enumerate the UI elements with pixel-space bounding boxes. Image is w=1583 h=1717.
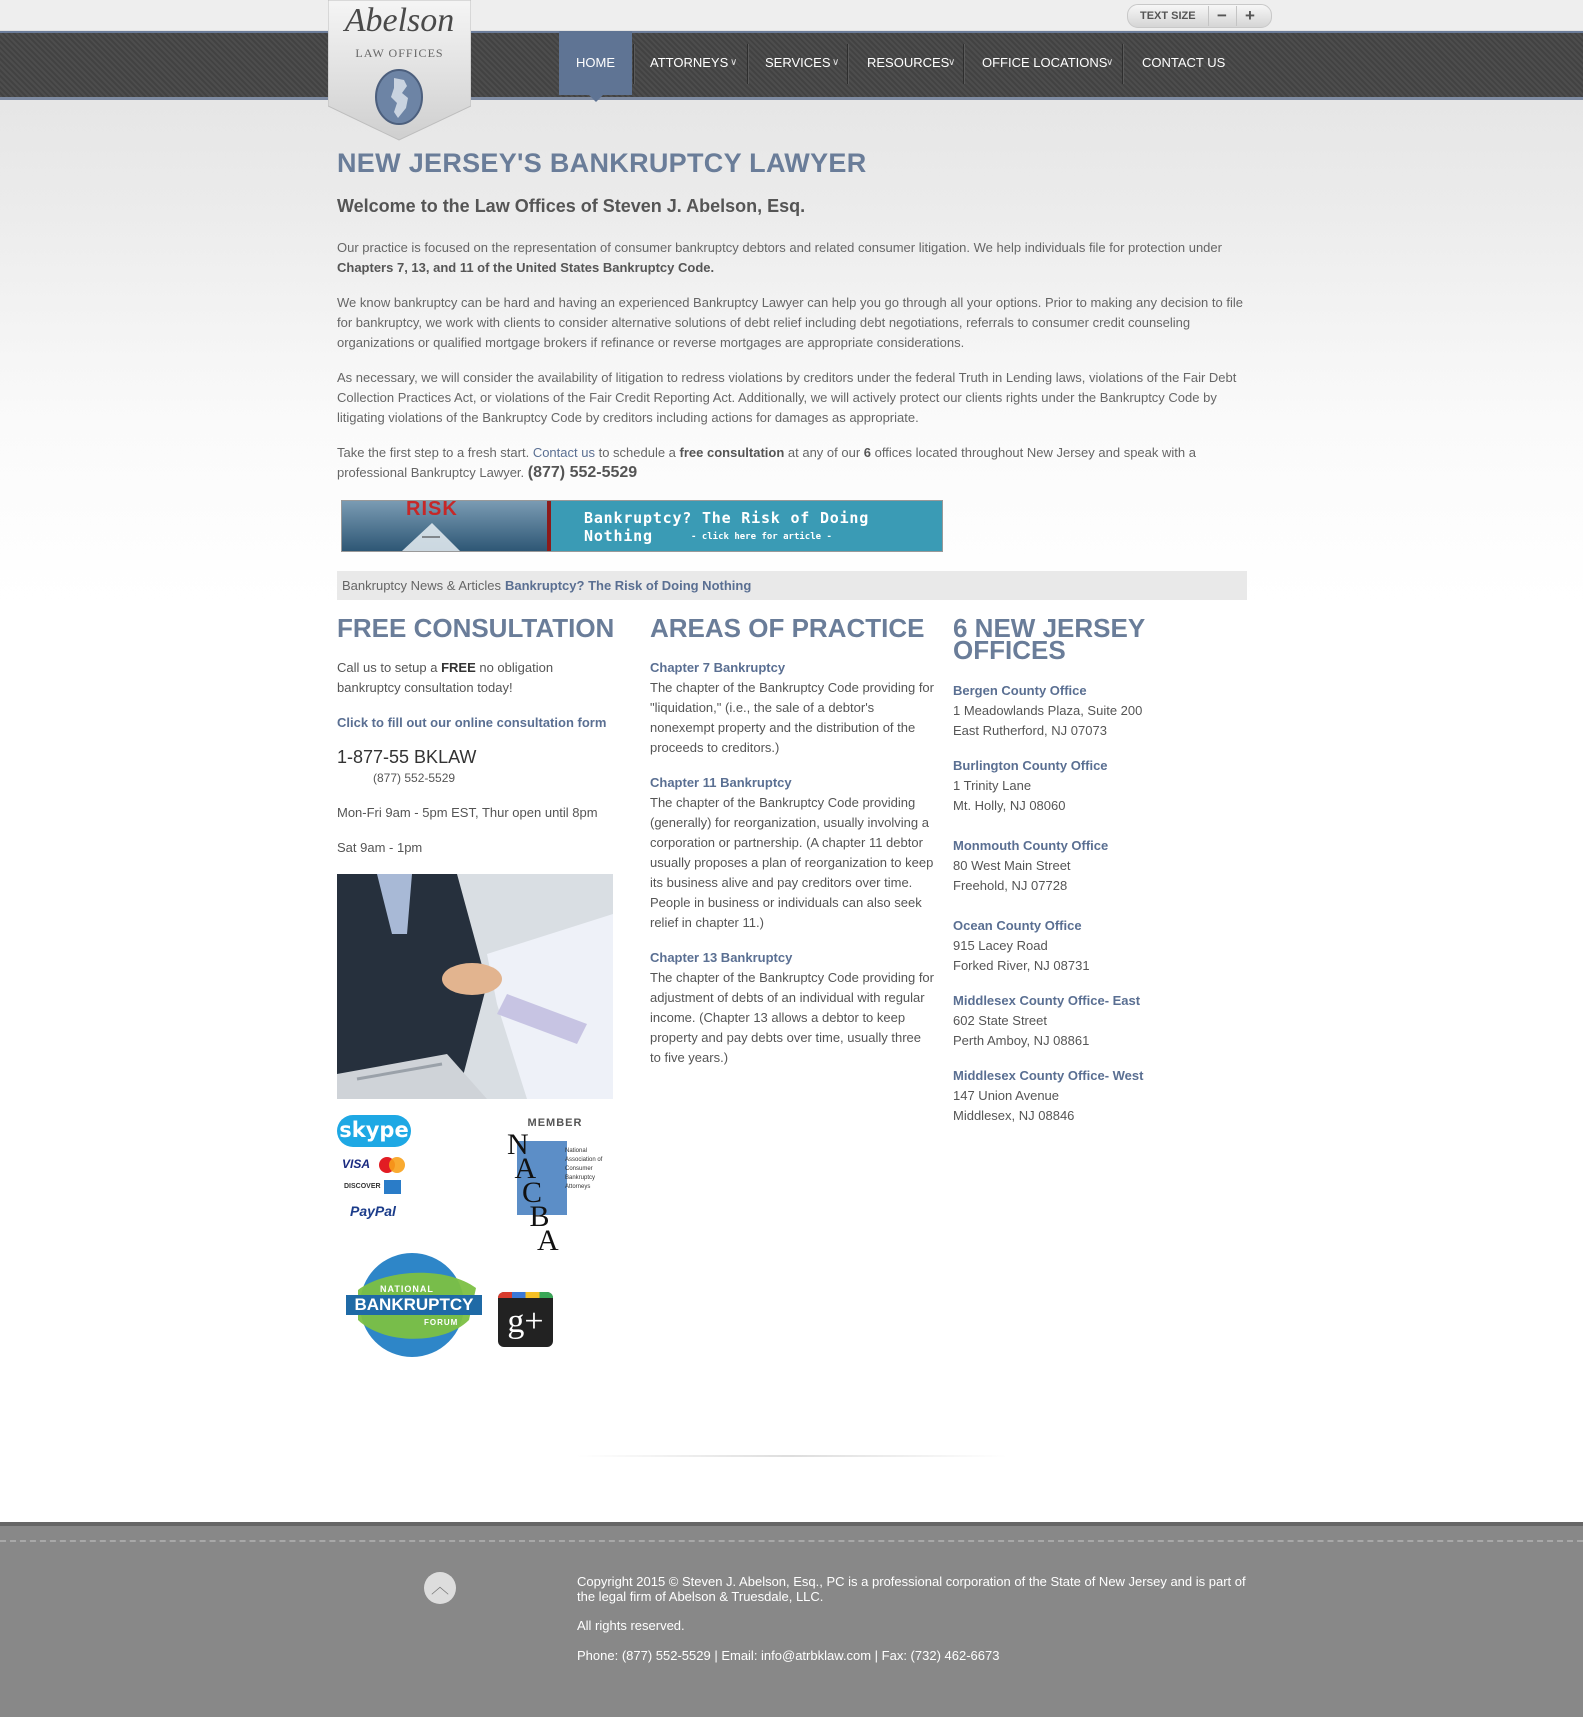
logo-name: Abelson (344, 2, 455, 39)
nav-attorneys[interactable] (650, 31, 742, 95)
practice-item (650, 658, 935, 758)
consultation-form-link[interactable]: Click to fill out our online consultation form (337, 715, 607, 730)
nav-office-locations-label: OFFICE LOCATIONS (982, 55, 1108, 70)
nav-contact-us[interactable] (1142, 31, 1232, 95)
mastercard-icon (377, 1156, 407, 1174)
paypal-logo: PayPal (350, 1203, 396, 1219)
footer-stitch-divider (0, 1540, 1583, 1542)
chevron-up-icon: ︿ (431, 1577, 449, 1597)
office-address-line-1: 1 Trinity Lane (953, 778, 1032, 793)
practice-heading: AREAS OF PRACTICE (650, 613, 925, 643)
offices-heading (953, 613, 1146, 665)
contact-us-link[interactable]: Contact us (532, 445, 595, 460)
google-plus-icon: g+ (507, 1303, 544, 1340)
chevron-down-icon: ∨ (1106, 57, 1114, 68)
handshake-image-icon (337, 874, 613, 1099)
chevron-down-icon: ∨ (832, 57, 840, 68)
consultation-text-a: Call us to setup a (337, 660, 442, 675)
office-name-link[interactable]: Ocean County Office (953, 918, 1082, 933)
news-article-link[interactable]: Bankruptcy? The Risk of Doing Nothing (505, 578, 752, 593)
practice-item (650, 948, 935, 1068)
intro-paragraph-1 (337, 238, 1249, 278)
vanity-phone: 1-877-55 BKLAW (337, 747, 477, 767)
news-ticker (337, 571, 1247, 600)
amex-icon (384, 1180, 401, 1194)
payment-badges (337, 1115, 467, 1225)
office-name-link[interactable]: Bergen County Office (953, 683, 1087, 698)
intro-p4-text-a: Take the first step to a fresh start. (337, 445, 533, 460)
office-item (953, 836, 1108, 896)
banner-risk-text: RISK (406, 500, 458, 520)
back-to-top-button[interactable] (424, 1572, 456, 1604)
nav-attorneys-label: ATTORNEYS (650, 55, 729, 70)
footer-contact: Phone: (877) 552-5529 | Email: info@atrbklaw.com | Fax: (732) 462-6673 (577, 1648, 1000, 1663)
practice-item (650, 773, 935, 933)
consultation-free: FREE (441, 660, 476, 675)
nav-separator (747, 44, 749, 84)
intro-p4-text-c: at any of our (784, 445, 864, 460)
office-hours-weekday: Mon-Fri 9am - 5pm EST, Thur open until 8pm (337, 805, 598, 820)
nav-home-label: HOME (576, 55, 615, 70)
nav-separator (963, 44, 965, 84)
nav-resources-label: RESOURCES (867, 55, 950, 70)
offices-heading-line-1: 6 NEW JERSEY (953, 613, 1146, 643)
page-subtitle: Welcome to the Law Offices of Steven J. Abelson, Esq. (337, 196, 806, 216)
intro-p4-bold: free consultation (679, 445, 785, 460)
nacba-badge (505, 1115, 605, 1257)
text-size-control (1127, 4, 1272, 28)
active-nav-indicator (589, 95, 603, 102)
discover-logo: DISCOVER (344, 1183, 381, 1190)
nav-office-locations[interactable] (982, 31, 1112, 95)
banner-title: Bankruptcy? The Risk of Doing Nothing (584, 509, 870, 545)
footer-rights: All rights reserved. (577, 1618, 685, 1633)
top-strip (0, 0, 1583, 30)
nav-home[interactable] (559, 31, 632, 95)
intro-paragraph-2: We know bankruptcy can be hard and having an experienced Bankruptcy Lawyer can help you go through all your options. Prior to making any decision to file for bankruptcy, we work with clients to consider alternative solutions of debt relief including debt negotiations, referrals to consumer credit counseling organizations or qualified mortgage brokers if refinance or reverse mortgages are appropriate considerations. (337, 295, 1243, 350)
logo-subtitle: LAW OFFICES (355, 46, 444, 60)
intro-p4-text-d: offices located throughout New Jersey and speak with a professional Bankruptcy Lawyer. (337, 445, 1196, 480)
text-size-label: TEXT SIZE (1140, 10, 1196, 22)
intro-p1-bold: Chapters 7, 13, and 11 of the United States Bankruptcy Code. (337, 260, 715, 275)
nav-services[interactable] (765, 31, 845, 95)
nav-resources[interactable] (867, 31, 959, 95)
office-address-line-1: 80 West Main Street (953, 858, 1071, 873)
consultation-heading: FREE CONSULTATION (337, 613, 615, 643)
banner-subtitle: - click here for article - (691, 532, 832, 542)
intro-p4-text-b: to schedule a (594, 445, 680, 460)
nacba-name: National Association of Consumer Bankruptcy Attorneys (565, 1148, 603, 1190)
office-item (953, 681, 1142, 741)
content-divider (577, 1455, 1007, 1457)
office-item (953, 756, 1108, 816)
office-name-link[interactable]: Middlesex County Office- East (953, 993, 1141, 1008)
office-address-line-1: 915 Lacey Road (953, 938, 1048, 953)
chapter-7-description: The chapter of the Bankruptcy Code providing for "liquidation," (i.e., the sale of a debtor's nonexempt property and the distribution of the proceeds to creditors.) (650, 680, 934, 755)
offices-heading-line-2: OFFICES (953, 635, 1066, 665)
chevron-down-icon: ∨ (730, 57, 738, 68)
office-item (953, 1066, 1143, 1126)
nav-separator (633, 44, 635, 84)
nav-separator (1122, 44, 1124, 84)
forum-top-label: NATIONAL (380, 1284, 434, 1294)
handshake-photo (337, 874, 613, 1099)
text-size-increase-button[interactable]: + (1236, 6, 1263, 26)
intro-p4-number: 6 (863, 445, 872, 460)
consultation-intro (337, 658, 587, 698)
office-address-line-2: Forked River, NJ 08731 (953, 958, 1090, 973)
nav-services-label: SERVICES (765, 55, 831, 70)
nav-separator (847, 44, 849, 84)
office-address-line-2: East Rutherford, NJ 07073 (953, 723, 1107, 738)
google-plus-button[interactable] (498, 1292, 553, 1347)
chapter-13-link[interactable]: Chapter 13 Bankruptcy (650, 950, 793, 965)
page-title: NEW JERSEY'S BANKRUPTCY LAWYER (337, 148, 867, 178)
office-item (953, 991, 1140, 1051)
office-name-link[interactable]: Middlesex County Office- West (953, 1068, 1144, 1083)
office-address-line-1: 1 Meadowlands Plaza, Suite 200 (953, 703, 1143, 718)
intro-phone: (877) 552-5529 (527, 464, 638, 481)
chapter-7-link[interactable]: Chapter 7 Bankruptcy (650, 660, 786, 675)
banner-image (342, 501, 547, 551)
office-hours-saturday: Sat 9am - 1pm (337, 840, 423, 855)
shark-icon (342, 501, 547, 551)
nacba-letters-icon: N A C B A (507, 1128, 559, 1257)
banner-text-panel (551, 501, 942, 551)
skype-logo: skype (337, 1115, 411, 1147)
office-address-line-2: Freehold, NJ 07728 (953, 878, 1068, 893)
consultation-text-b: no obligation bankruptcy consultation today! (337, 660, 554, 695)
article-banner[interactable] (341, 500, 943, 552)
intro-paragraph-4 (337, 443, 1249, 483)
visa-logo: VISA (342, 1157, 371, 1171)
office-address-line-2: Middlesex, NJ 08846 (953, 1108, 1075, 1123)
chapter-11-description: The chapter of the Bankruptcy Code providing (generally) for reorganization, usually involving a corporation or partnership. (A chapter 11 debtor usually proposes a plan of reorganization to keep its business alive and pay creditors over time. People in business or individuals can also seek relief in chapter 11.) (650, 795, 934, 930)
text-size-decrease-button[interactable]: − (1208, 6, 1235, 26)
member-label: MEMBER (527, 1117, 583, 1129)
chapter-11-link[interactable]: Chapter 11 Bankruptcy (650, 775, 792, 790)
intro-paragraph-3: As necessary, we will consider the availability of litigation to redress violations by creditors under the federal Truth in Lending laws, violations of the Fair Debt Collection Practices Act, or violations of the Fair Credit Reporting Act. Additionally, we will actively protect our clients rights under the Bankruptcy Code by litigating violations of the Bankruptcy Code by creditors including actions for damages as appropriate. (337, 370, 1237, 425)
office-address-line-1: 602 State Street (953, 1013, 1047, 1028)
office-address-line-2: Mt. Holly, NJ 08060 (953, 798, 1066, 813)
news-label: Bankruptcy News & Articles (342, 578, 501, 593)
office-name-link[interactable]: Burlington County Office (953, 758, 1108, 773)
google-plus-color-strip (498, 1292, 553, 1298)
forum-bottom-label: FORUM (424, 1318, 459, 1327)
footer-copyright: Copyright 2015 © Steven J. Abelson, Esq., PC is a professional corporation of the State of New Jersey and is part of the legal firm of Abelson & Truesdale, LLC. (577, 1574, 1246, 1604)
office-item (953, 916, 1090, 976)
intro-p1-text: Our practice is focused on the representation of consumer bankruptcy debtors and related consumer litigation. We help individuals file for protection under (337, 240, 1222, 255)
chapter-13-description: The chapter of the Bankruptcy Code providing for adjustment of debts of an individual with regular income. (Chapter 13 allows a debtor to keep property and pay debts over time, usually three to five years.) (650, 970, 934, 1065)
office-address-line-2: Perth Amboy, NJ 08861 (953, 1033, 1090, 1048)
office-address-line-1: 147 Union Avenue (953, 1088, 1060, 1103)
nav-contact-us-label: CONTACT US (1142, 55, 1226, 70)
consultation-phone: (877) 552-5529 (373, 771, 456, 785)
site-logo[interactable] (328, 0, 471, 142)
forum-main-label: BANKRUPTCY (346, 1295, 482, 1315)
office-name-link[interactable]: Monmouth County Office (953, 838, 1109, 853)
national-bankruptcy-forum-badge[interactable] (344, 1250, 484, 1360)
chevron-down-icon: ∨ (948, 57, 956, 68)
